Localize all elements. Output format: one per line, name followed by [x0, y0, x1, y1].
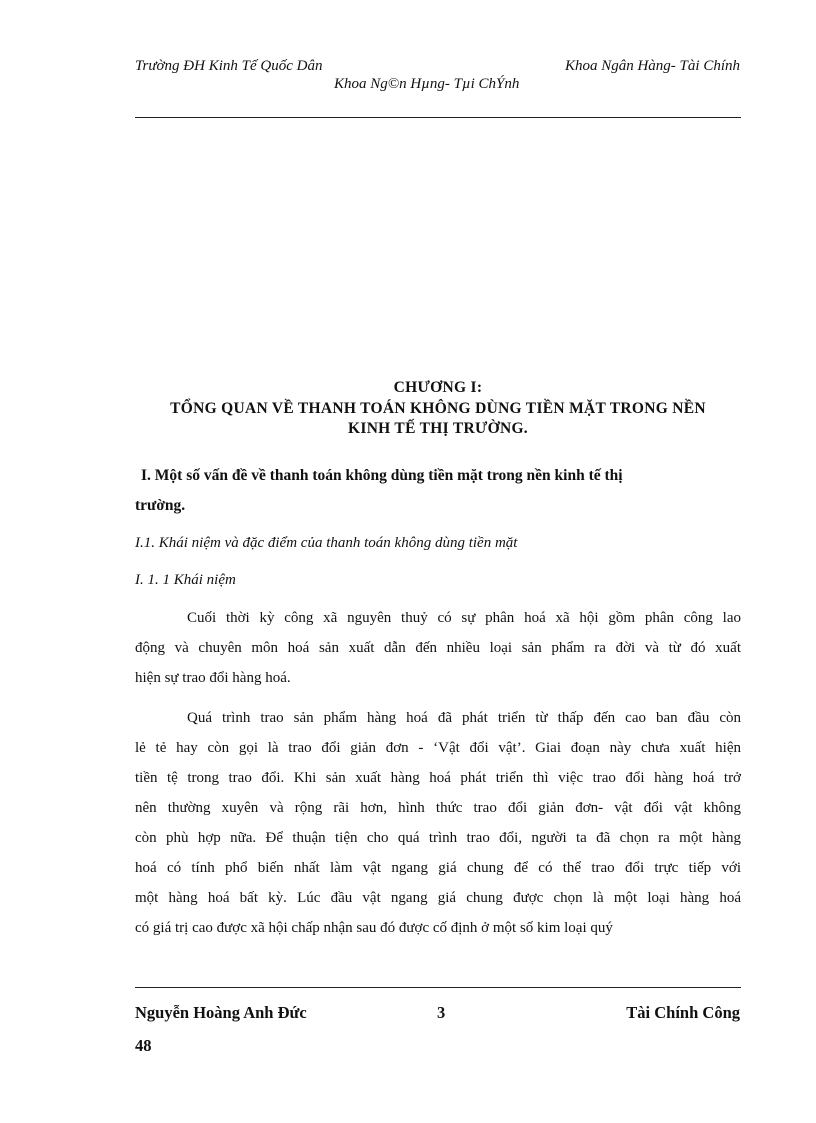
paragraph-2-line: lẻ tẻ hay còn gọi là trao đổi giản đơn - ‘Vật đổi vật’. Giai đoạn này chưa xuất hiện: [135, 740, 741, 756]
header-rule: [135, 117, 741, 118]
footer-course: Tài Chính Công: [626, 1003, 740, 1022]
paragraph-2-line: còn phù hợp nữa. Để thuận tiện cho quá trình trao đổi, người ta đã chọn ra một hàng: [135, 830, 741, 846]
chapter-title-line1: TỔNG QUAN VỀ THANH TOÁN KHÔNG DÙNG TIỀN MẶT TRONG NỀN: [170, 400, 706, 417]
paragraph-2-line: có giá trị cao được xã hội chấp nhận sau đó được cố định ở một số kim loại quý: [135, 920, 613, 936]
footer-author: Nguyễn Hoàng Anh Đức: [135, 1003, 307, 1022]
paragraph-2-line: nên thường xuyên và rộng rãi hơn, hình thức trao đổi giản đơn- vật đổi vật không: [135, 800, 741, 816]
footer-page-number: 3: [437, 1003, 446, 1022]
subsection-title: I.1. Khái niệm và đặc điểm của thanh toán không dùng tiền mặt: [135, 535, 518, 551]
paragraph-2-line: hoá có tính phổ biến nhất làm vật ngang giá chung để có thể trao đổi trực tiếp với: [135, 860, 741, 876]
chapter-title-line2: KINH TẾ THỊ TRƯỜNG.: [348, 420, 528, 437]
header-faculty: Khoa Ngân Hàng- Tài Chính: [564, 58, 740, 74]
section-heading-line1: I. Một số vấn đề về thanh toán không dùng tiền mặt trong nền kinh tế thị: [141, 467, 623, 484]
footer-rule: [135, 987, 741, 988]
paragraph-1: [135, 603, 741, 693]
paragraph-1-line: Cuối thời kỳ công xã nguyên thuỷ có sự phân hoá xã hội gồm phân công lao: [187, 610, 741, 626]
paragraph-2: [135, 703, 741, 943]
footer-number: 48: [135, 1036, 152, 1055]
paragraph-1-line: hiện sự trao đổi hàng hoá.: [135, 670, 291, 686]
paragraph-1-line: động và chuyên môn hoá sản xuất dẫn đến nhiều loại sản phẩm ra đời và từ đó xuất: [135, 640, 741, 656]
header-faculty-garbled: Khoa Ng©n Hµng- Tµi ChÝnh: [334, 76, 520, 92]
section-heading: [135, 461, 741, 521]
paragraph-2-line: tiền tệ trong trao đổi. Khi sản xuất hàng hoá phát triển thì việc trao đổi hàng hoá trở: [135, 770, 741, 786]
chapter-number: CHƯƠNG I:: [393, 379, 483, 396]
subsection-subtitle: I. 1. 1 Khái niệm: [135, 572, 236, 588]
section-heading-line2: trường.: [135, 497, 186, 514]
paragraph-2-line: Quá trình trao sản phẩm hàng hoá đã phát triển từ thấp đến cao ban đầu còn: [187, 710, 741, 726]
paragraph-2-line: một hàng hoá bất kỳ. Lúc đầu vật ngang giá chung được chọn là một loại hàng hoá: [135, 890, 741, 906]
header-school: Trường ĐH Kinh Tế Quốc Dân: [135, 58, 323, 74]
